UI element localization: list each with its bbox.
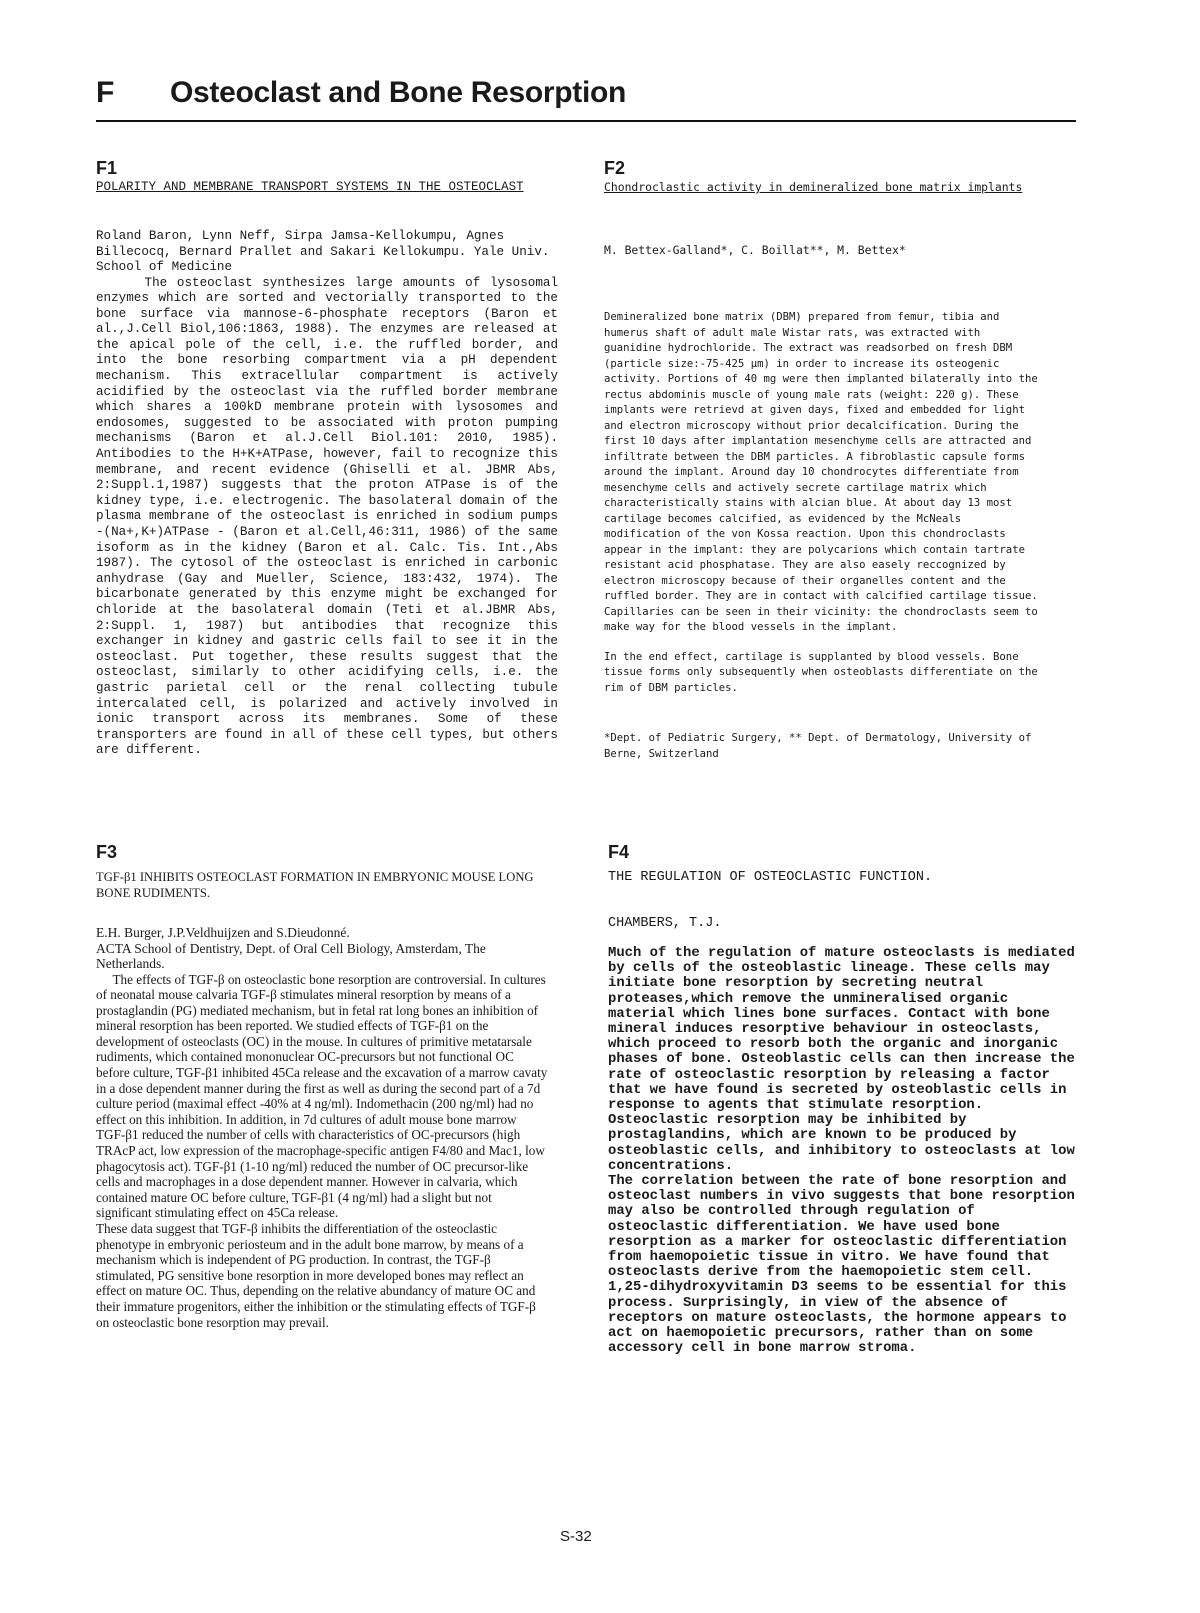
section-header (96, 74, 1076, 122)
abstract-authors: E.H. Burger, J.P.Veldhuijzen and S.Dieudonné. (96, 925, 350, 940)
abstract-title: THE REGULATION OF OSTEOCLASTIC FUNCTION. (608, 870, 933, 885)
abstract-footnote: *Dept. of Pediatric Surgery, ** Dept. of Dermatology, University of Berne, Switzerland (604, 732, 1038, 760)
page-number: S-32 (560, 1528, 592, 1545)
abstract-body: The osteoclast synthesizes large amounts of lysosomal enzymes which are sorted and vectorially transported to the bone surface via mannose-6-phosphate receptors (Baron et al.,J.Cell Biol,106:1863, 1988). The enzymes are released at the apical pole of the cell, i.e. the ruffled border, and into the bone resorbing compartment via a pH dependent mechanism. This extracellular compartment is actively acidified by the osteoclast via the ruffled border membrane which shares a 100kD membrane protein with lysosomes and endosomes, suggested to be associated with proton pumping mechanisms (Baron et al.J.Cell Biol.101: 2010, 1985). Antibodies to the H+K+ATPase, however, fail to recognize this membrane, and recent evidence (Ghiselli et al. JBMR Abs, 2:Suppl.1,1987) suggests that the proton ATPase is of the kidney type, i.e. electrogenic. The basolateral domain of the plasma membrane of the osteoclast is enriched in sodium pumps -(Na+,K+)ATPase - (Baron et al.Cell,46:311, 1986) of the same isoform as in the kidney (Baron et al. Calc. Tis. Int.,Abs 1987). The cytosol of the osteoclast is enriched in carbonic anhydrase (Gay and Mueller, Science, 183:432, 1974). The bicarbonate generated by this enzyme might be exchanged for chloride at the basolateral domain (Teti et al.JBMR Abs, 2:Suppl. 1, 1987) but antibodies that recognize this exchanger in kidney and gastric cells fail to see it in the osteoclast. Put together, these results suggest that the osteoclast, similarly to other acidifying cells, i.e. the gastric parietal cell or the renal collecting tubule intercalated cell, is polarized and actively involved in ionic transport across its membranes. Some of these transporters are found in all of these cell types, but others are different. (96, 275, 566, 758)
abstract-body: The effects of TGF-β on osteoclastic bone resorption are controversial. In cultures of neonatal mouse calvaria TGF-β stimulates mineral resorption by means of a prostaglandin (PG) mediated mechanism, but in fetal rat long bones an inhibition of mineral resorption has been reported. We studied effects of TGF-β1 on the development of osteoclasts (OC) in the mouse. In cultures of primitive metatarsale rudiments, which contained mononuclear OC-precursors but not functional OC before culture, TGF-β1 inhibited 45Ca release and the excavation of a marrow cavaty in a dose dependent manner during the first as well as during the second part of a 7d culture period (maximal effect -40% at 4 ng/ml). Indomethacin (200 ng/ml) had no effect on this inhibition. In addition, in 7d cultures of adult mouse bone marrow TGF-β1 reduced the number of cells with characteristics of OC-precursors (high TRAcP act, low expression of the macrophage-specific antigen F4/80 and Mac1, low phagocytosis act). TGF-β1 (1-10 ng/ml) reduced the number of OC precursor-like cells and macrophages in a dose dependent manner. However in calvaria, which contained mature OC before culture, TGF-β1 (4 ng/ml) had a slight but not significant stimulating effect on 45Ca release. These data suggest that TGF-β inhibits the differentiation of the osteoclastic phenotype in embryonic periosteum and in the adult bone marrow, by means of a mechanism which is independent of PG production. In contrast, the TGF-β stimulated, PG sensitive bone resorption in more developed bones may reflect an effect on mature OC. Thus, depending on the relative abundancy of mature OC and their immature progenitors, either the inhibition or the stimulating effects of TGF-β on osteoclastic bone resorption may prevail. (96, 971, 548, 1330)
abstract-authors: Roland Baron, Lynn Neff, Sirpa Jamsa-Kellokumpu, Agnes Billecocq, Bernard Prallet and Sakari Kellokumpu. Yale Univ. School of Medicine (96, 229, 558, 274)
abstract-f1 (96, 158, 566, 759)
abstract-id: F2 (604, 158, 626, 178)
abstract-id: F4 (608, 842, 630, 862)
abstract-id: F1 (96, 158, 118, 178)
abstract-id: F3 (96, 842, 118, 862)
abstract-authors: CHAMBERS, T.J. (608, 916, 722, 931)
abstract-affiliation: ACTA School of Dentistry, Dept. of Oral Cell Biology, Amsterdam, The Netherlands. (96, 940, 490, 971)
abstract-title: POLARITY AND MEMBRANE TRANSPORT SYSTEMS IN THE OSTEOCLAST (96, 180, 524, 194)
abstract-body-2: In the end effect, cartilage is supplanted by blood vessels. Bone tissue forms only subsequently when osteoblasts differentiate on the rim of DBM particles. (604, 650, 1045, 694)
abstract-title: TGF-β1 INHIBITS OSTEOCLAST FORMATION IN EMBRYONIC MOUSE LONG BONE RUDIMENTS. (96, 870, 537, 900)
abstract-title: Chondroclastic activity in demineralized bone matrix implants (604, 180, 1023, 194)
abstract-body: Demineralized bone matrix (DBM) prepared from femur, tibia and humerus shaft of adult male Wistar rats, was extracted with guanidine hydrochloride. The extract was readsorbed on fresh DBM (particle size:-75-425 µm) in order to increase its osteogenic activity. Portions of 40 mg were then implanted bilaterally into the rectus abdominis muscle of young male rats (weight: 220 g). These implants were retrievd at given days, fixed and embedded for light and electron microscopy without prior decalcification. During the first 10 days after implantation mesenchyme cells are attracted and infiltrate between the DBM particles. A fibroblastic capsule forms around the implant. Around day 10 chondrocytes differentiate from mesenchyme cells and actively secrete cartilage matrix which characteristically stains with alcian blue. At about day 13 most cartilage becomes calcified, as evidenced by the McNeals modification of the von Kossa reaction. Upon this chondroclasts appear in the implant: they are polycarions which contain tartrate resistant acid phosphatase. They are also easely reccognized by electron microscopy because of their organelles content and the ruffled border. They are in contact with calcified cartilage tissue. Capillaries can be seen in their vicinity: the chondroclasts seem to make way for the blood vessels in the implant. (604, 311, 1045, 633)
section-letter: F (96, 76, 115, 109)
abstract-f4 (608, 842, 1078, 1356)
section-title: Osteoclast and Bone Resorption (170, 76, 627, 109)
abstract-body: Much of the regulation of mature osteoclasts is mediated by cells of the osteoblastic lineage. These cells may initiate bone resorption by secreting neutral proteases,which remove the unmineralised organic material which lines bone surfaces. Contact with bone mineral induces resorptive behaviour in osteoclasts, which proceed to resorb both the organic and inorganic phases of bone. Osteoblastic cells can then increase the rate of osteoclastic resorption by releasing a factor that we have found is secreted by osteoblastic cells in response to agents that stimulate resorption. Osteoclastic resorption may be inhibited by prostaglandins, which are known to be produced by osteoblastic cells, and inhibitory to osteoclasts at low concentrations. The correlation between the rate of bone resorption and osteoclast numbers in vivo suggests that bone resorption may also be controlled through regulation of osteoclastic differentiation. We have used bone resorption as a marker for osteoclastic differentiation from haemopoietic tissue in vitro. We have found that osteoclasts derive from the haemopoietic stem cell. 1,25-dihydroxyvitamin D3 seems to be essential for this process. Surprisingly, in view of the absence of receptors on mature osteoclasts, the hormone appears to act on haemopoietic precursors, rather than on some accessory cell in bone marrow stroma. (608, 945, 1075, 1357)
abstract-authors: M. Bettex-Galland*, C. Boillat**, M. Bettex* (604, 243, 906, 257)
abstract-f2 (604, 158, 1045, 762)
abstract-f3 (96, 842, 564, 1330)
